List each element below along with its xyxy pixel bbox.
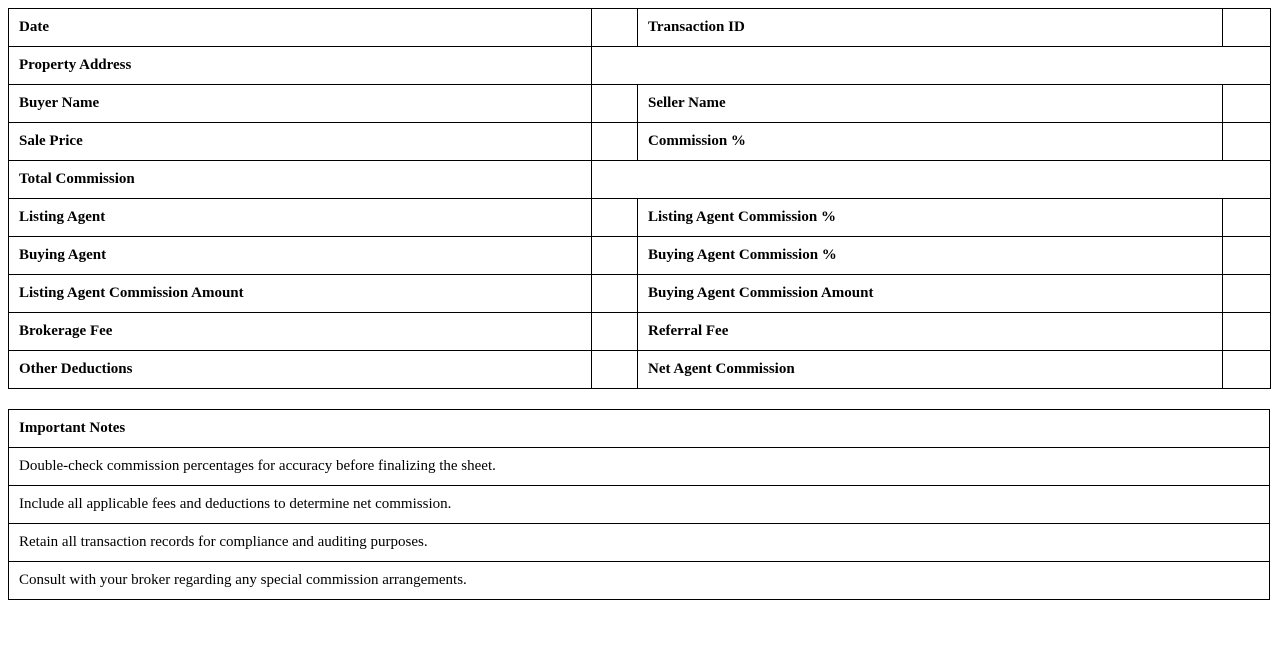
note-row: [9, 524, 1270, 562]
form-row-listing-agent: [9, 199, 1271, 237]
listing-agent-field[interactable]: [592, 199, 638, 237]
property-address-label: Property Address: [9, 47, 592, 85]
buyer-name-field[interactable]: [592, 85, 638, 123]
listing-agent-commission-amount-label: Listing Agent Commission Amount: [9, 275, 592, 313]
buying-agent-label: Buying Agent: [9, 237, 592, 275]
note-row: [9, 448, 1270, 486]
note-row: [9, 562, 1270, 600]
listing-agent-commission-amount-field[interactable]: [592, 275, 638, 313]
notes-title: Important Notes: [9, 410, 1270, 448]
listing-agent-commission-percent-label: Listing Agent Commission %: [638, 199, 1223, 237]
seller-name-label: Seller Name: [638, 85, 1223, 123]
note-item: Retain all transaction records for compliance and auditing purposes.: [9, 524, 1270, 562]
important-notes-table: [8, 409, 1270, 600]
sale-price-label: Sale Price: [9, 123, 592, 161]
total-commission-field[interactable]: [592, 161, 1271, 199]
commission-form-table: [8, 8, 1271, 389]
form-row-sale-price: [9, 123, 1271, 161]
form-row-commission-amounts: [9, 275, 1271, 313]
note-item: Double-check commission percentages for accuracy before finalizing the sheet.: [9, 448, 1270, 486]
brokerage-fee-label: Brokerage Fee: [9, 313, 592, 351]
net-agent-commission-label: Net Agent Commission: [638, 351, 1223, 389]
buying-agent-commission-percent-field[interactable]: [1223, 237, 1271, 275]
listing-agent-commission-percent-field[interactable]: [1223, 199, 1271, 237]
note-item: Consult with your broker regarding any special commission arrangements.: [9, 562, 1270, 600]
referral-fee-field[interactable]: [1223, 313, 1271, 351]
brokerage-fee-field[interactable]: [592, 313, 638, 351]
form-row-total-commission: [9, 161, 1271, 199]
form-row-deductions: [9, 351, 1271, 389]
referral-fee-label: Referral Fee: [638, 313, 1223, 351]
seller-name-field[interactable]: [1223, 85, 1271, 123]
date-field[interactable]: [592, 9, 638, 47]
total-commission-label: Total Commission: [9, 161, 592, 199]
other-deductions-label: Other Deductions: [9, 351, 592, 389]
notes-header-row: [9, 410, 1270, 448]
buying-agent-commission-percent-label: Buying Agent Commission %: [638, 237, 1223, 275]
property-address-field[interactable]: [592, 47, 1271, 85]
other-deductions-field[interactable]: [592, 351, 638, 389]
note-row: [9, 486, 1270, 524]
net-agent-commission-field[interactable]: [1223, 351, 1271, 389]
form-row-buyer-seller: [9, 85, 1271, 123]
transaction-id-label: Transaction ID: [638, 9, 1223, 47]
page-content: [8, 8, 1270, 600]
form-row-buying-agent: [9, 237, 1271, 275]
buying-agent-commission-amount-field[interactable]: [1223, 275, 1271, 313]
sale-price-field[interactable]: [592, 123, 638, 161]
form-row-property-address: [9, 47, 1271, 85]
transaction-id-field[interactable]: [1223, 9, 1271, 47]
buying-agent-field[interactable]: [592, 237, 638, 275]
commission-percent-label: Commission %: [638, 123, 1223, 161]
form-row-fees: [9, 313, 1271, 351]
form-row-date: [9, 9, 1271, 47]
listing-agent-label: Listing Agent: [9, 199, 592, 237]
buyer-name-label: Buyer Name: [9, 85, 592, 123]
commission-percent-field[interactable]: [1223, 123, 1271, 161]
note-item: Include all applicable fees and deductions to determine net commission.: [9, 486, 1270, 524]
buying-agent-commission-amount-label: Buying Agent Commission Amount: [638, 275, 1223, 313]
date-label: Date: [9, 9, 592, 47]
